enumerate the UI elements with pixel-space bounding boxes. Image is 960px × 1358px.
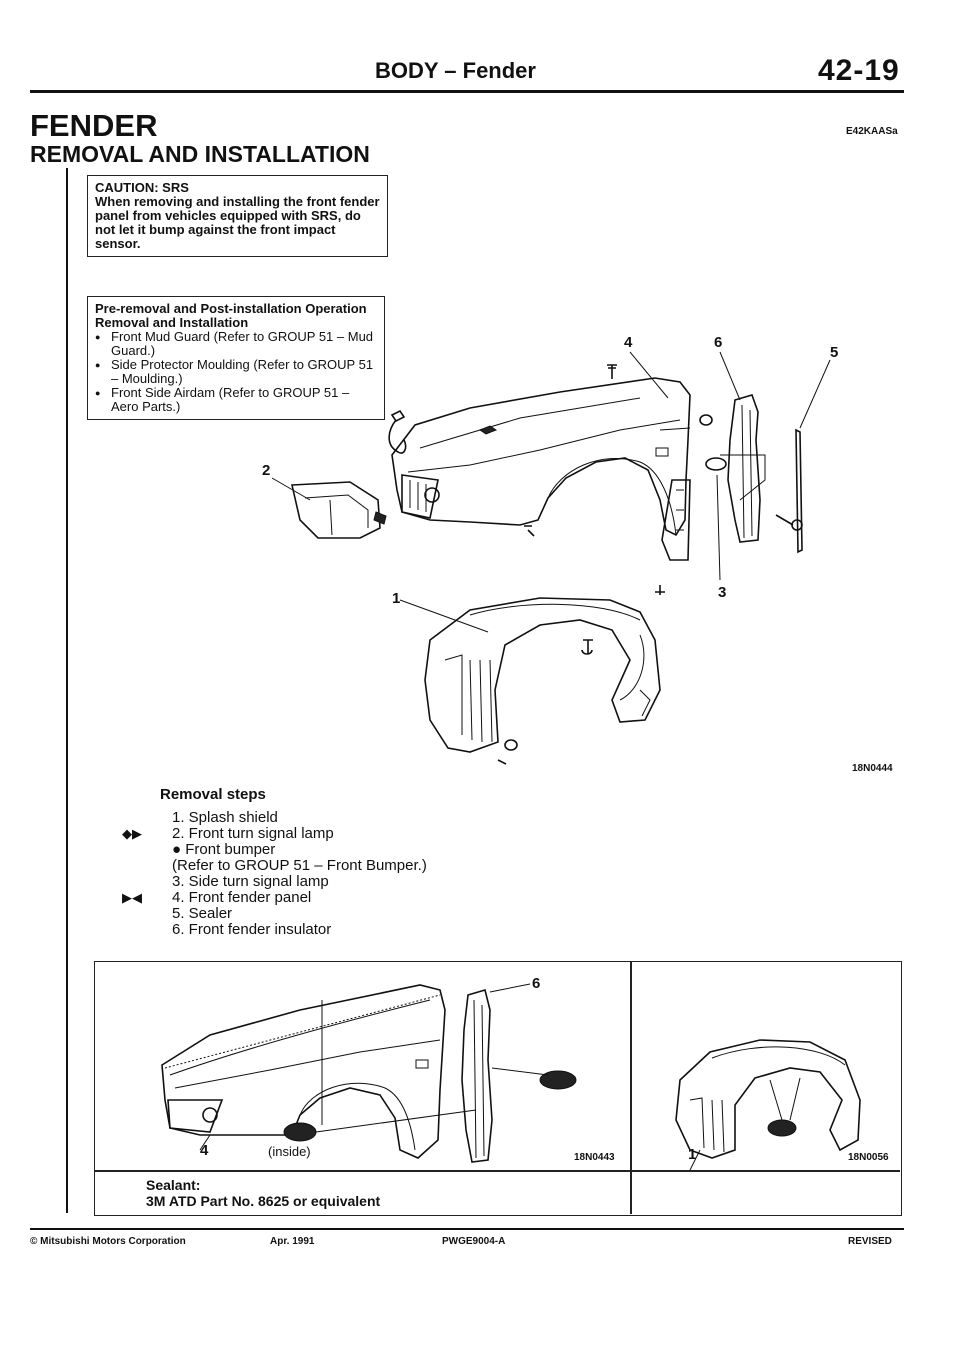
detail-callout-1: 1 <box>688 1146 697 1163</box>
callout-4: 4 <box>624 334 633 351</box>
footer-copyright: © Mitsubishi Motors Corporation <box>30 1236 186 1247</box>
removal-step: 2. Front turn signal lamp <box>172 825 334 842</box>
removal-step: 6. Front fender insulator <box>172 921 332 938</box>
fender-panel-drawing <box>392 378 690 560</box>
page-title: FENDER <box>30 108 158 143</box>
pre-operation-item: ● Side Protector Moulding (Refer to GROUP 51 – Moulding.) <box>95 358 377 386</box>
section-code: E42KAASa <box>846 126 898 137</box>
detail-callout-4: 4 <box>200 1142 209 1159</box>
removal-step: ● Front bumper <box>172 841 276 858</box>
callout-6: 6 <box>714 334 723 351</box>
callout-1: 1 <box>392 590 401 607</box>
removal-step: 5. Sealer <box>172 905 233 922</box>
sealant-text: 3M ATD Part No. 8625 or equivalent <box>146 1193 381 1209</box>
footer-status: REVISED <box>848 1236 892 1247</box>
sealant-spec <box>146 1177 380 1209</box>
caution-text: When removing and installing the front fender panel from vehicles equipped with SRS, do not let it bump against the front impact sensor. <box>95 194 380 251</box>
caution-title: CAUTION: SRS <box>95 180 189 195</box>
fender-insulator-drawing <box>720 395 765 542</box>
footer-date: Apr. 1991 <box>270 1236 315 1247</box>
figure-code-main: 18N0444 <box>852 763 893 774</box>
removal-step: 3. Side turn signal lamp <box>172 873 329 890</box>
pre-operation-item: ● Front Side Airdam (Refer to GROUP 51 – Aero Parts.) <box>95 386 377 414</box>
figure-code-detail-right: 18N0056 <box>848 1152 889 1163</box>
pre-operation-item: ● Front Mud Guard (Refer to GROUP 51 – Mud Guard.) <box>95 330 377 358</box>
page-number: 42-19 <box>818 54 900 87</box>
splash-shield-drawing <box>400 598 660 764</box>
page-header-title: BODY – Fender <box>375 58 536 83</box>
pre-operation-subtitle: Removal and Installation <box>95 315 249 330</box>
footer-doc-code: PWGE9004-A <box>442 1236 506 1247</box>
install-mark-icon: ◆▶ <box>122 826 142 841</box>
footer-divider <box>30 1228 904 1230</box>
removal-steps-title: Removal steps <box>160 786 266 803</box>
removal-step: 1. Splash shield <box>172 809 278 826</box>
detail-callout-6: 6 <box>532 975 541 992</box>
sealant-title: Sealant: <box>146 1177 201 1193</box>
turn-signal-lamp-drawing <box>292 482 386 538</box>
install-mark-icon: ▶◀ <box>122 890 142 905</box>
callout-2: 2 <box>262 462 271 479</box>
callout-3: 3 <box>718 584 727 601</box>
pre-operation-title: Pre-removal and Post-installation Operation <box>95 301 367 316</box>
inside-label: (inside) <box>268 1144 311 1159</box>
page-subtitle: REMOVAL AND INSTALLATION <box>30 141 370 167</box>
figure-code-detail-left: 18N0443 <box>574 1152 615 1163</box>
table-divider-vertical <box>630 961 632 1214</box>
removal-step-note: (Refer to GROUP 51 – Front Bumper.) <box>172 857 427 874</box>
removal-step: 4. Front fender panel <box>172 889 312 906</box>
table-divider-horizontal <box>94 1170 900 1172</box>
callout-5: 5 <box>830 344 839 361</box>
